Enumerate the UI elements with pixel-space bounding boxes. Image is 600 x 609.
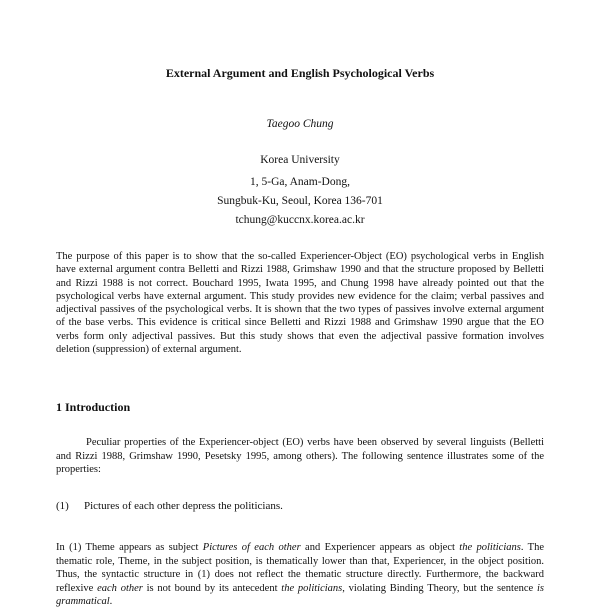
para-italic: the politicians xyxy=(459,542,521,553)
affiliation-city-line: Sungbuk-Ku, Seoul, Korea 136-701 xyxy=(217,195,383,207)
para-italic: the politicians xyxy=(281,582,343,594)
para-text: . The thematic role, Theme, in the subject position, is thematically lower than that, Experiencer, in the object position. Thus, the syntactic structure in (1) does not reflect the thematic structure directly. Furthermore, the backward reflexive xyxy=(56,542,544,594)
discussion-paragraph xyxy=(56,541,544,609)
para-italic: each other xyxy=(97,582,143,594)
paper-title: External Argument and English Psychological Verbs xyxy=(165,66,435,80)
para-italic: is grammatical xyxy=(56,582,544,608)
author-name: Taegoo Chung xyxy=(266,118,334,130)
author-email: tchung@kuccnx.korea.ac.kr xyxy=(235,214,365,226)
affiliation-address-line: 1, 5-Ga, Anam-Dong, xyxy=(250,176,350,188)
intro-paragraph-text: Peculiar properties of the Experiencer-object (EO) verbs have been observed by several linguists (Belletti and Rizzi 1988, Grimshaw 1990, Pesetsky 1995, among others). The following sentence illustrates some of the properties: xyxy=(56,437,544,475)
section-heading: 1 Introduction xyxy=(56,400,131,414)
para-text: , violating Binding Theory, but the sentence xyxy=(342,582,537,594)
para-text: is not bound by its antecedent xyxy=(142,582,282,594)
abstract-paragraph: The purpose of this paper is to show that the so-called Experiencer-Object (EO) psychological verbs in English have external argument contra Belletti and Rizzi 1988, Grimshaw 1990 and that the structure proposed by Belletti and Rizzi 1988 is not correct. Bouchard 1995, Iwata 1995, and Chung 1998 have already pointed out that the psychological verbs have external argument. This study provides new evidence for the claim; verbal passives and adjectival passives of the psychological verbs. It is shown that the two types of passives involve external argument of the base verbs. This evidence is critical since Belletti and Rizzi 1988 and Grimshaw 1990 argue that the EO verbs form only adjectival passives. But this study shows that even the adjectival passive formation involves deletion (suppression) of external argument. xyxy=(56,251,544,356)
intro-paragraph xyxy=(56,436,544,477)
para-italic: Pictures of each other xyxy=(202,542,301,553)
example-sentence xyxy=(56,500,283,512)
example-text: Pictures of each other depress the politicians. xyxy=(84,500,283,512)
example-number: (1) xyxy=(56,500,69,512)
para-text: . xyxy=(109,596,113,608)
para-text: In (1) Theme appears as subject xyxy=(56,542,203,553)
para-text: and Experiencer appears as object xyxy=(300,542,460,553)
affiliation-university: Korea University xyxy=(260,154,340,166)
